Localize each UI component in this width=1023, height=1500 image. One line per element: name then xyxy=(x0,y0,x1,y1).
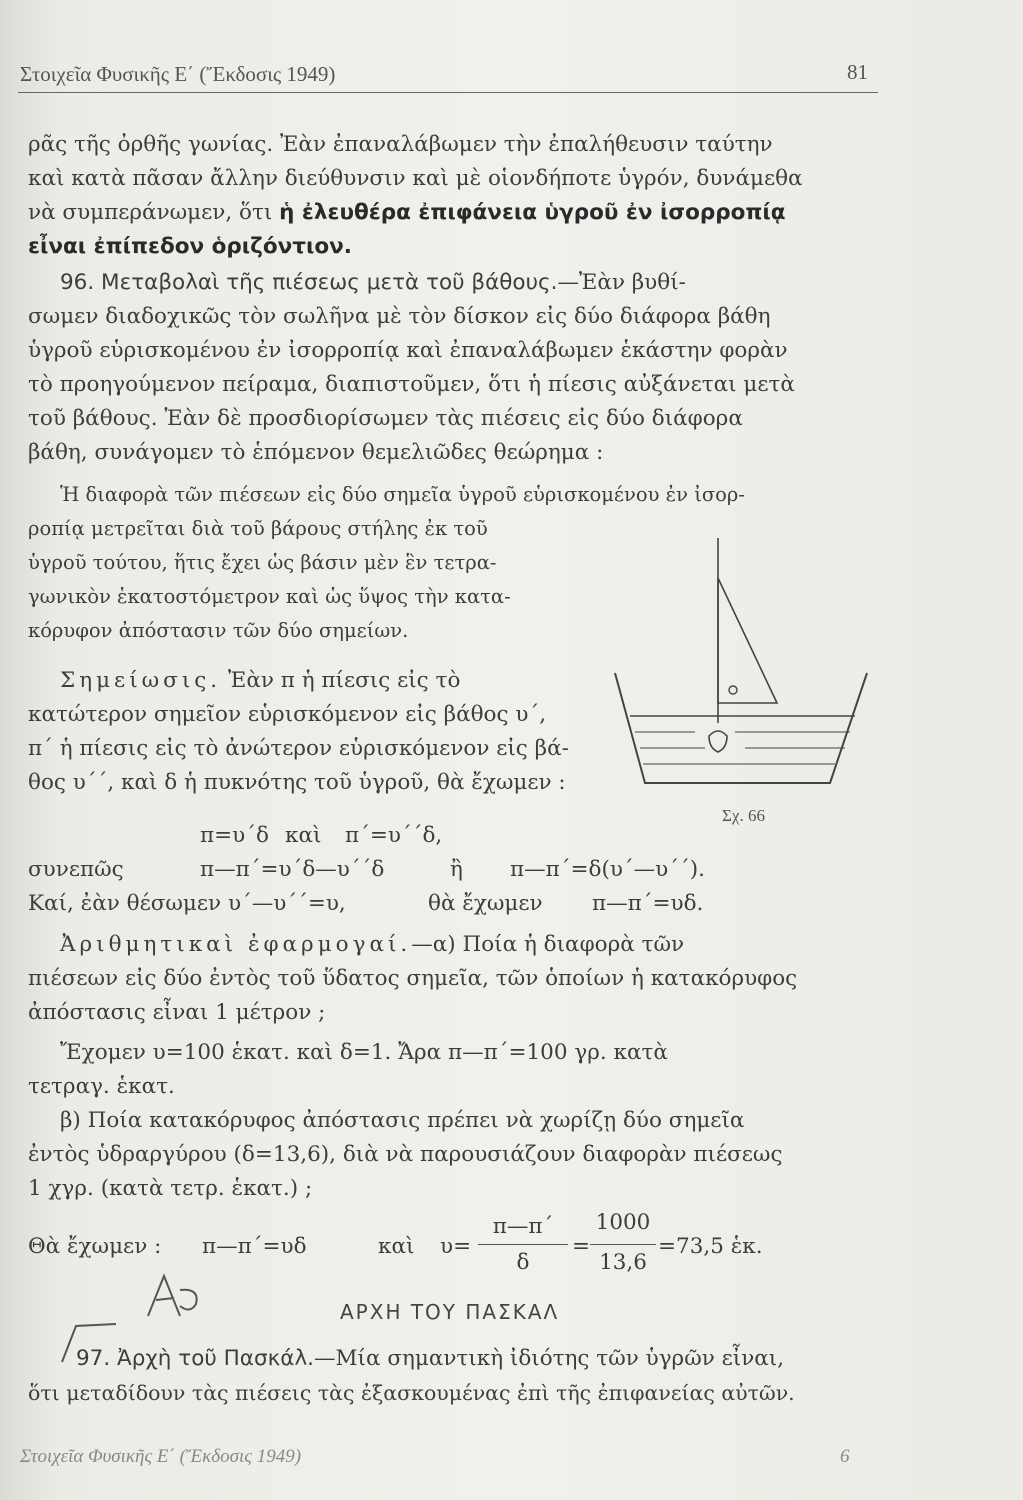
note-label: Σημείωσις. xyxy=(60,668,222,693)
text-line: ἐντὸς ὑδραργύρου (δ=13,6), διὰ νὰ παρουσιάζουν διαφορὰν πιέσεως xyxy=(28,1142,783,1167)
text-line: θος υ΄΄, καὶ δ ἡ πυκνότης τοῦ ὑγροῦ, θὰ ἔχωμεν : xyxy=(28,770,566,795)
formula: π—π΄=υ΄δ—υ΄΄δ xyxy=(200,857,385,882)
formula-word: συνεπῶς xyxy=(28,857,124,882)
figure-label: Σχ. 66 xyxy=(722,806,765,825)
fraction-numerator: π—π΄ xyxy=(492,1214,554,1239)
section-title: 97. Ἀρχὴ τοῦ Πασκάλ. xyxy=(76,1346,315,1371)
text-run: —Μία σημαντικὴ ἰδιότης τῶν ὑγρῶν εἶναι, xyxy=(314,1346,785,1371)
theorem-line: ροπίᾳ μετρεῖται διὰ τοῦ βάρους στήλης ἐκ τοῦ xyxy=(28,517,488,540)
footer-sheet-number: 6 xyxy=(840,1446,850,1467)
text-line: βάθη, συνάγομεν τὸ ἑπόμενον θεμελιῶδες θεώρημα : xyxy=(28,440,604,465)
formula-word: θὰ ἔχωμεν xyxy=(428,891,543,916)
section-97-heading xyxy=(76,1346,784,1372)
text-line: τετραγ. ἑκατ. xyxy=(28,1074,175,1099)
disc xyxy=(709,731,727,752)
fraction-bar xyxy=(478,1244,568,1245)
formula-result: =73,5 ἑκ. xyxy=(658,1234,763,1259)
header-rule xyxy=(18,92,878,93)
text-line xyxy=(28,200,786,226)
note-heading xyxy=(60,668,460,694)
formula-text: Καί, ἐὰν θέσωμεν υ΄—υ΄΄=υ, xyxy=(28,891,346,916)
text-line: ρᾶς τῆς ὀρθῆς γωνίας. Ἐὰν ἐπαναλάβωμεν τὴν ἐπαλήθευσιν ταύτην xyxy=(28,132,773,157)
page-number: 81 xyxy=(847,60,868,84)
text-line: τοῦ βάθους. Ἐὰν δὲ προσδιορίσωμεν τὰς πιέσεις εἰς δύο διάφορα xyxy=(28,406,743,431)
formula: π=υ΄δ xyxy=(200,823,269,848)
applications-heading xyxy=(60,932,684,958)
vessel-outline xyxy=(615,673,867,783)
text-line: ὑγροῦ εὑρισκομένου ἐν ἰσορροπίᾳ καὶ ἐπαναλάβωμεν ἑκάστην φορὰν xyxy=(28,338,788,363)
formula-word: καὶ xyxy=(285,823,322,848)
formula-word: καὶ xyxy=(378,1234,415,1259)
formula: = xyxy=(572,1234,591,1259)
emphasis-text: ἡ ἐλευθέρα ἐπιφάνεια ὑγροῦ ἐν ἰσορροπίᾳ xyxy=(279,200,786,225)
formula: π—π΄=υδ. xyxy=(592,891,704,916)
figure-66-diagram xyxy=(605,538,877,823)
manometer-triangle xyxy=(718,578,777,703)
section-96-heading xyxy=(60,270,686,296)
formula: π΄=υ΄΄δ, xyxy=(345,823,443,848)
text-line: ἀπόστασις εἶναι 1 μέτρον ; xyxy=(28,1000,326,1025)
formula-word: Θὰ ἔχωμεν : xyxy=(28,1234,162,1259)
theorem-line: ὑγροῦ τούτου, ἥτις ἔχει ὡς βάσιν μὲν ἓν τετρα- xyxy=(28,551,497,574)
formula: π—π΄=υδ xyxy=(202,1234,307,1259)
text-line: πιέσεων εἰς δύο ἐντὸς τοῦ ὕδατος σημεῖα, τῶν ὁποίων ἡ κατακόρυφος xyxy=(28,966,798,991)
formula: π—π΄=δ(υ΄—υ΄΄). xyxy=(510,857,705,882)
text-line: κατώτερον σημεῖον εὑρισκόμενον εἰς βάθος υ΄, xyxy=(28,702,547,727)
fraction-bar xyxy=(590,1244,656,1245)
section-heading: ΑΡΧΗ ΤΟΥ ΠΑΣΚΑΛ xyxy=(340,1300,560,1324)
text-line: β) Ποία κατακόρυφος ἀπόστασις πρέπει νὰ χωρίζῃ δύο σημεῖα xyxy=(60,1108,745,1133)
formula: υ= xyxy=(440,1234,472,1259)
theorem-line: Ἡ διαφορὰ τῶν πιέσεων εἰς δύο σημεῖα ὑγροῦ εὑρισκομένου ἐν ἰσορ- xyxy=(60,483,745,506)
text-line: π΄ ἡ πίεσις εἰς τὸ ἀνώτερον εὑρισκόμενον εἰς βά- xyxy=(28,736,569,761)
text-line: Ἔχομεν υ=100 ἑκατ. καὶ δ=1. Ἄρα π—π΄=100 γρ. κατὰ xyxy=(60,1040,668,1065)
text-run: —Ἐὰν βυθί- xyxy=(557,270,686,295)
theorem-line: γωνικὸν ἑκατοστόμετρον καὶ ὡς ὕψος τὴν κατα- xyxy=(28,585,511,608)
text-line: ὅτι μεταδίδουν τὰς πιέσεις τὰς ἐξασκουμένας ἐπὶ τῆς ἐπιφανείας αὐτῶν. xyxy=(28,1381,795,1405)
running-header: Στοιχεῖα Φυσικῆς Ε΄ (Ἔκδοσις 1949) xyxy=(20,62,336,86)
text-run: νὰ συμπεράνωμεν, ὅτι xyxy=(28,200,280,225)
text-line: τὸ προηγούμενον πείραμα, διαπιστοῦμεν, ὅτι ἡ πίεσις αὐξάνεται μετὰ xyxy=(28,372,795,397)
handwritten-mark-icon xyxy=(140,1270,210,1320)
formula-word: ἢ xyxy=(450,857,463,882)
text-run: Ἐὰν π ἡ πίεσις εἰς τὸ xyxy=(227,668,461,693)
fraction-denominator: 13,6 xyxy=(599,1250,647,1275)
text-line: σωμεν διαδοχικῶς τὸν σωλῆνα μὲ τὸν δίσκον εἰς δύο διάφορα βάθη xyxy=(28,304,771,329)
text-run: —α) Ποία ἡ διαφορὰ τῶν xyxy=(411,932,685,957)
fraction-denominator: δ xyxy=(516,1250,530,1275)
footer-signature: Στοιχεῖα Φυσικῆς Ε΄ (Ἔκδοσις 1949) xyxy=(20,1446,302,1467)
text-line: 1 χγρ. (κατὰ τετρ. ἑκατ.) ; xyxy=(28,1176,313,1201)
text-line: καὶ κατὰ πᾶσαν ἄλλην διεύθυνσιν καὶ μὲ οἱονδήποτε ὑγρόν, δυνάμεθα xyxy=(28,166,803,191)
applications-label: Ἀριθμητικαὶ ἐφαρμογαί. xyxy=(60,932,412,957)
fraction-numerator: 1000 xyxy=(595,1210,651,1235)
emphasis-line: εἶναι ἐπίπεδον ὁριζόντιον. xyxy=(28,234,352,259)
section-title: 96. Μεταβολαὶ τῆς πιέσεως μετὰ τοῦ βάθους. xyxy=(60,270,558,295)
theorem-line: κόρυφον ἀπόστασιν τῶν δύο σημείων. xyxy=(28,619,409,642)
